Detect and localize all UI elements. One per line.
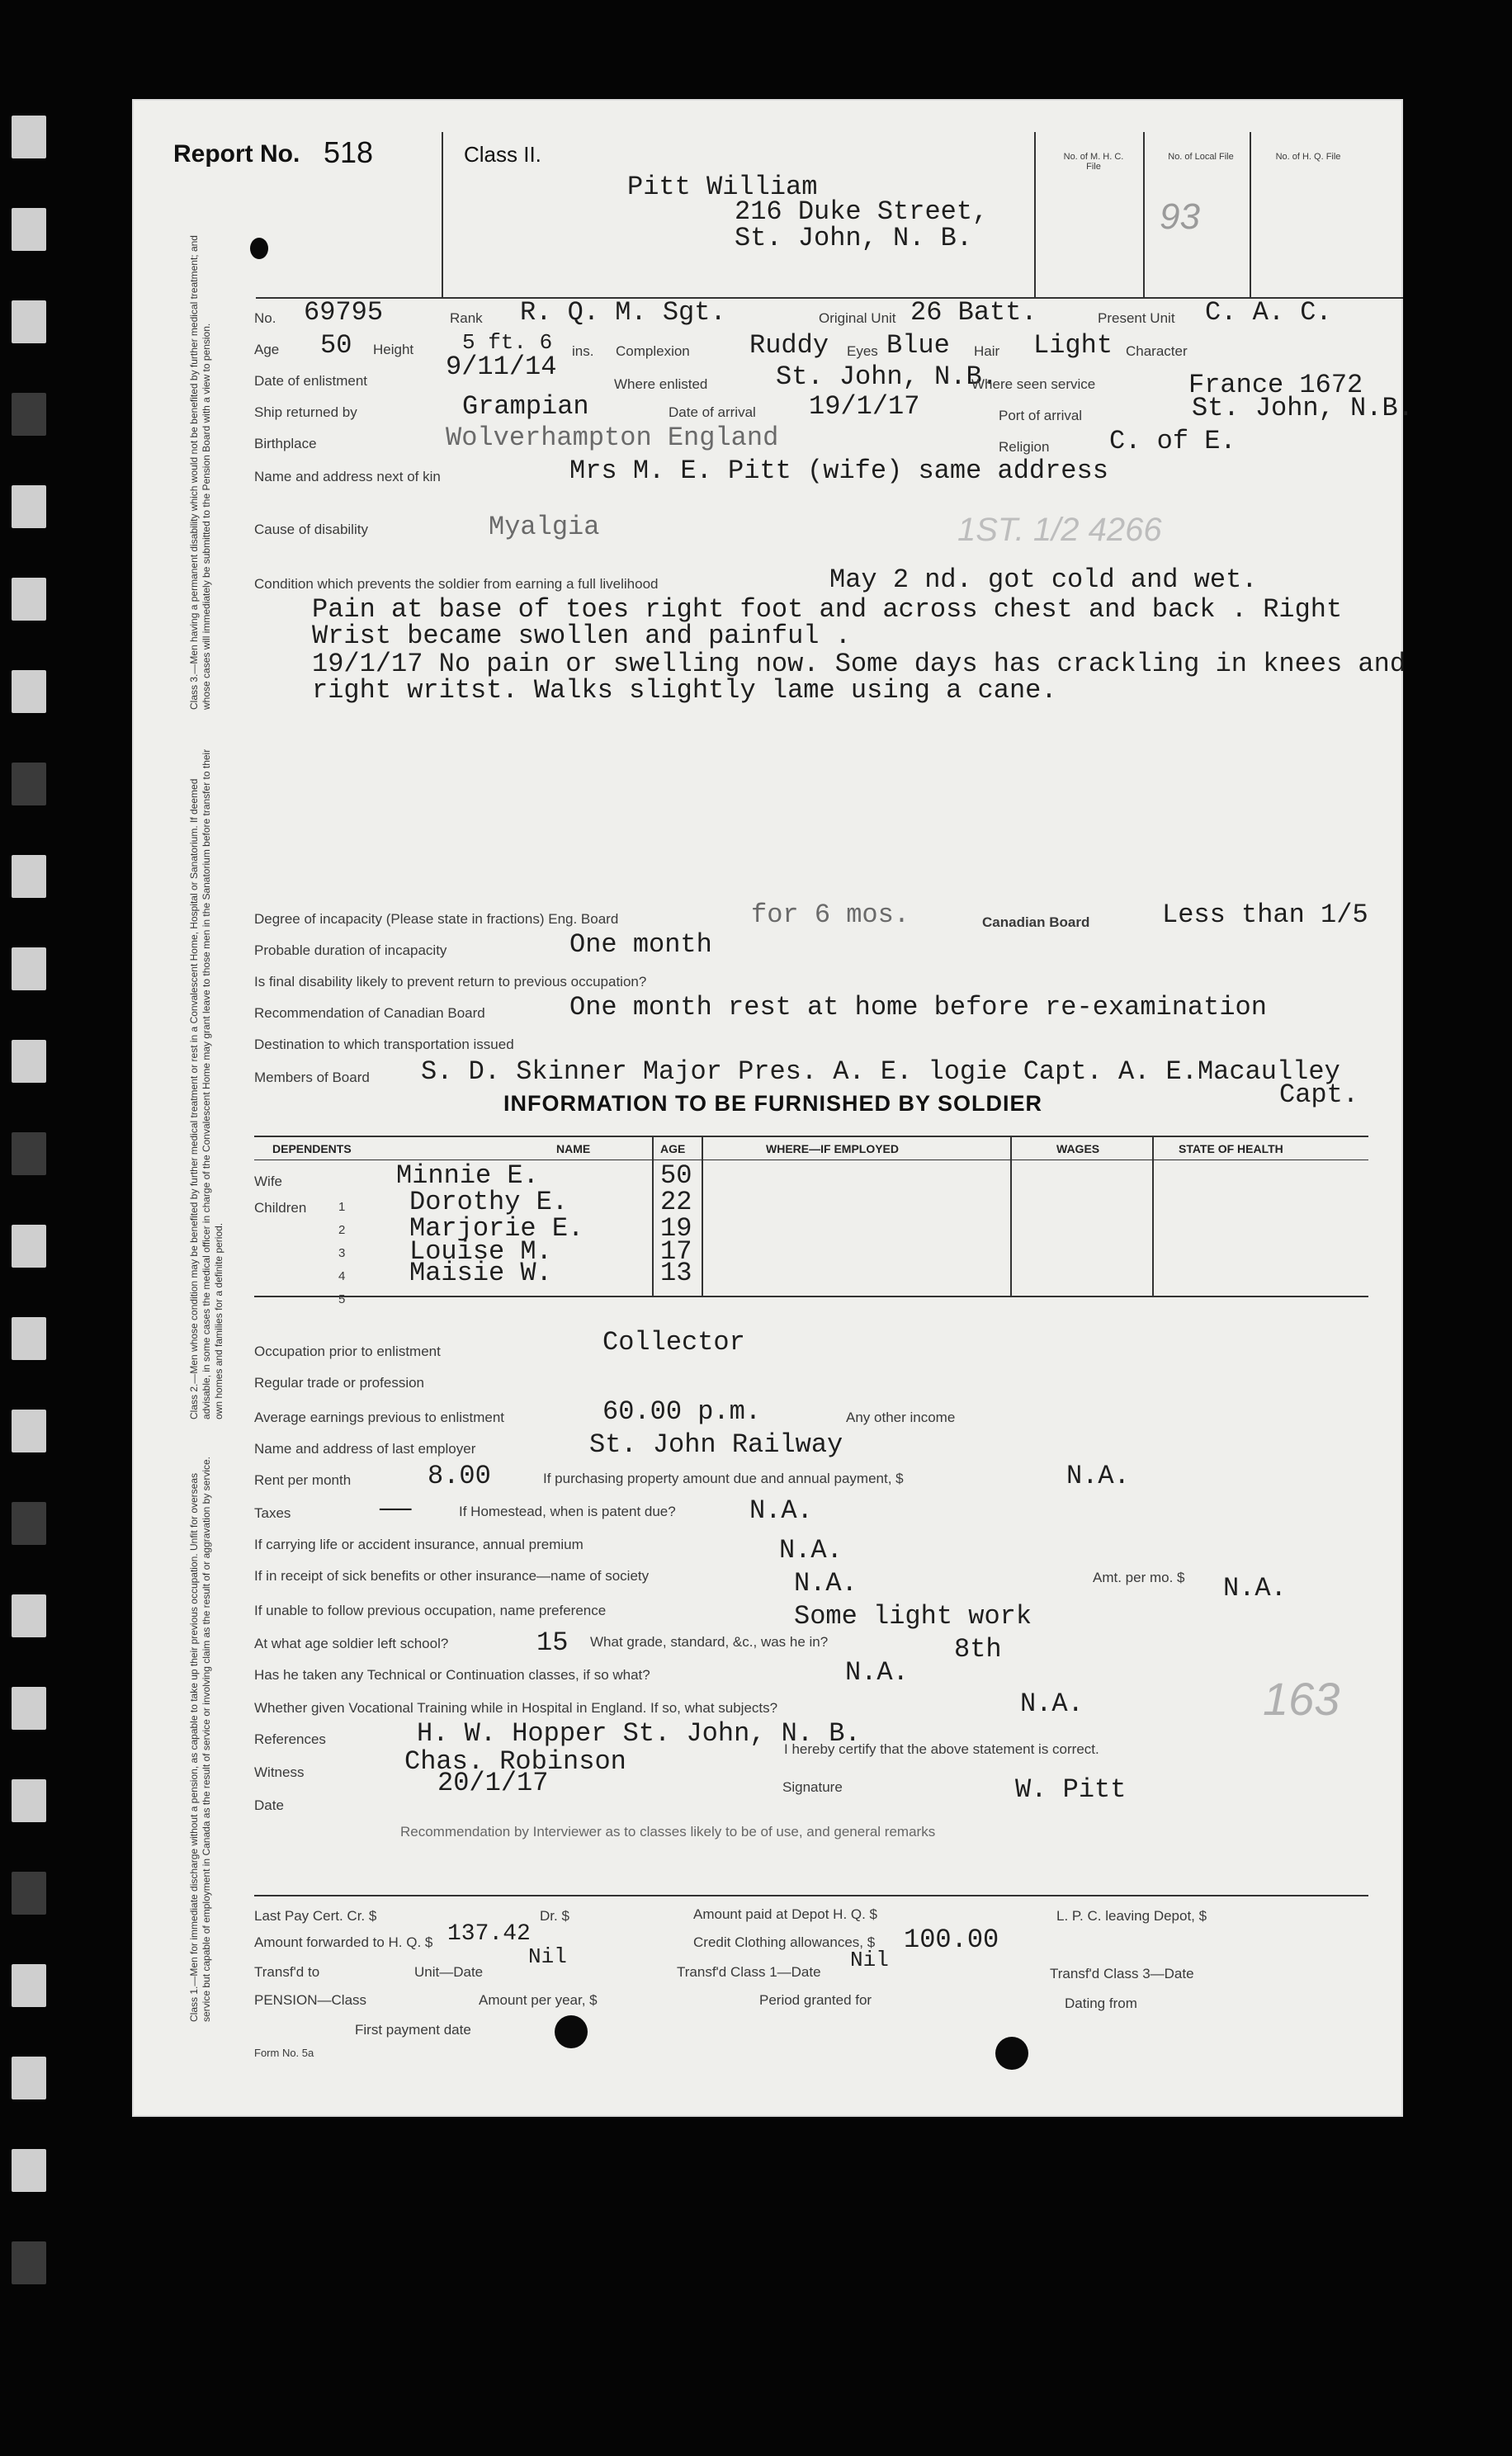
col-age: AGE	[660, 1142, 686, 1155]
sick-benefits: N.A.	[794, 1568, 858, 1599]
sprocket-hole	[12, 947, 46, 990]
vocational-label: Whether given Vocational Training while in Hospital in England. If so, what subjects?	[254, 1700, 778, 1716]
sprocket-hole	[12, 1964, 46, 2007]
amount-forwarded-label: Amount forwarded to H. Q. $	[254, 1934, 433, 1950]
religion: C. of E.	[1109, 426, 1236, 456]
amount-paid-label: Amount paid at Depot H. Q. $	[693, 1906, 878, 1922]
other-income-label: Any other income	[846, 1410, 956, 1425]
enlistment-date: 9/11/14	[446, 352, 557, 382]
complexion: Ruddy	[749, 330, 829, 361]
sprocket-hole	[12, 300, 46, 343]
age-label: Age	[254, 342, 280, 357]
school-age: 15	[536, 1627, 569, 1658]
character-label: Character	[1126, 343, 1188, 359]
child-index: 5	[338, 1292, 346, 1306]
rank-label: Rank	[450, 310, 483, 326]
board-members-capt: Capt.	[1279, 1079, 1359, 1110]
port: St. John, N.B.	[1192, 393, 1414, 423]
sprocket-hole	[12, 578, 46, 621]
dating-from-label: Dating from	[1065, 1996, 1137, 2011]
sprocket-hole	[12, 393, 46, 436]
unit-date-label: Unit—Date	[414, 1964, 484, 1980]
condition-line4: 19/1/17 No pain or swelling now. Some days has crackling in knees and	[312, 649, 1406, 679]
section-heading: INFORMATION TO BE FURNISHED BY SOLDIER	[503, 1091, 1043, 1116]
ins-label: ins.	[572, 343, 594, 359]
next-of-kin-label: Name and address next of kin	[254, 469, 441, 484]
certify-label: I hereby certify that the above statement is correct.	[784, 1741, 1099, 1757]
present-unit-label: Present Unit	[1098, 310, 1175, 326]
original-unit: 26 Batt.	[910, 297, 1037, 328]
class1-date: Nil	[850, 1948, 889, 1972]
local-file-number: 93	[1160, 196, 1200, 237]
sprocket-hole	[12, 1687, 46, 1730]
clothing: 100.00	[904, 1925, 999, 1955]
references-label: References	[254, 1731, 326, 1747]
homestead: N.A.	[749, 1495, 813, 1526]
dependent-age: 17	[660, 1236, 692, 1267]
disability-stamp: 1ST. 1/2 4266	[957, 512, 1162, 548]
sprocket-hole	[12, 1502, 46, 1545]
sprocket-hole	[12, 2241, 46, 2284]
occupation-label: Occupation prior to enlistment	[254, 1344, 441, 1359]
insurance-label: If carrying life or accident insurance, annual premium	[254, 1537, 584, 1552]
sprocket-hole	[12, 1779, 46, 1822]
dependent-name: Minnie E.	[396, 1160, 539, 1191]
next-of-kin: Mrs M. E. Pitt (wife) same address	[569, 456, 1108, 486]
vocational: N.A.	[1020, 1688, 1084, 1719]
col-name: NAME	[556, 1142, 591, 1155]
sprocket-hole	[12, 2057, 46, 2099]
preference-label: If unable to follow previous occupation, name preference	[254, 1603, 607, 1618]
dr-label: Dr. $	[540, 1908, 569, 1924]
eyes: Blue	[886, 330, 950, 361]
sprocket-hole	[12, 1410, 46, 1452]
film-sprocket-strip	[0, 0, 74, 2456]
amount-forwarded: 137.42	[447, 1921, 531, 1947]
pension-class-label: PENSION—Class	[254, 1992, 367, 2008]
condition-label: Condition which prevents the soldier from earning a full livelihood	[254, 576, 659, 592]
where-served-label: Where seen service	[971, 376, 1096, 392]
sprocket-hole	[12, 1132, 46, 1175]
board-members: S. D. Skinner Major Pres. A. E. logie Capt. A. E.Macaulley	[421, 1056, 1340, 1087]
dependent-name: Marjorie E.	[409, 1213, 584, 1244]
date-label: Date	[254, 1797, 284, 1813]
rent: 8.00	[428, 1461, 491, 1491]
original-unit-label: Original Unit	[819, 310, 896, 326]
hair-label: Hair	[974, 343, 1000, 359]
sprocket-hole	[12, 1040, 46, 1083]
condition-line3: Wrist became swollen and painful .	[312, 621, 851, 651]
sprocket-hole	[12, 485, 46, 528]
wife-label: Wife	[254, 1174, 282, 1189]
mhc-file-label: No. of M. H. C. File	[1063, 152, 1124, 172]
dependent-age: 22	[660, 1187, 692, 1217]
final-disability-label: Is final disability likely to prevent return to previous occupation?	[254, 974, 647, 989]
rent-label: Rent per month	[254, 1472, 352, 1488]
technical-label: Has he taken any Technical or Continuation classes, if so what?	[254, 1667, 650, 1683]
sprocket-hole	[12, 670, 46, 713]
amount-per-month-label: Amt. per mo. $	[1093, 1570, 1185, 1585]
incapacity-eng: for 6 mos.	[751, 900, 910, 930]
lpc-label: L. P. C. leaving Depot, $	[1056, 1908, 1207, 1924]
birthplace-label: Birthplace	[254, 436, 317, 451]
present-unit: C. A. C.	[1205, 297, 1332, 328]
earnings-label: Average earnings previous to enlistment	[254, 1410, 505, 1425]
col-wages: WAGES	[1056, 1142, 1100, 1155]
birthplace: Wolverhampton England	[446, 423, 779, 453]
sprocket-hole	[12, 2149, 46, 2192]
employer: St. John Railway	[589, 1429, 843, 1460]
occupation: Collector	[602, 1327, 745, 1358]
regimental-number: 69795	[304, 297, 384, 328]
dependent-age: 13	[660, 1258, 692, 1288]
sprocket-hole	[12, 763, 46, 805]
members-label: Members of Board	[254, 1070, 370, 1085]
sprocket-hole	[12, 1872, 46, 1915]
report-number: 518	[324, 135, 374, 169]
enlistment-date-label: Date of enlistment	[254, 373, 368, 389]
col-state-of-health: STATE OF HEALTH	[1179, 1142, 1283, 1155]
age: 50	[320, 330, 352, 361]
soldier-name: Pitt William	[627, 172, 818, 202]
col-dependents: DEPENDENTS	[272, 1142, 352, 1155]
ship: Grampian	[462, 391, 589, 422]
period-granted-label: Period granted for	[759, 1992, 872, 2008]
employer-label: Name and address of last employer	[254, 1441, 476, 1457]
incapacity-canadian: Less than 1/5	[1162, 900, 1368, 930]
clothing-label: Credit Clothing allowances, $	[693, 1934, 876, 1950]
hq-file-label: No. of H. Q. File	[1275, 152, 1341, 162]
witness-label: Witness	[254, 1764, 305, 1780]
sprocket-hole	[12, 1594, 46, 1637]
class-label: Class II.	[464, 142, 541, 167]
dependent-name: Louise M.	[409, 1236, 552, 1267]
witness: Chas. Robinson	[404, 1746, 626, 1777]
dependent-name: Dorothy E.	[409, 1187, 569, 1217]
canadian-board-label: Canadian Board	[982, 914, 1090, 930]
purchasing: N.A.	[1066, 1461, 1130, 1491]
disability: Myalgia	[489, 512, 600, 542]
amount-per-month: N.A.	[1223, 1573, 1287, 1603]
no-label: No.	[254, 310, 276, 326]
dependent-age: 19	[660, 1213, 692, 1244]
insurance: N.A.	[779, 1535, 843, 1566]
sick-benefits-label: If in receipt of sick benefits or other insurance—name of society	[254, 1568, 650, 1584]
duration: One month	[569, 929, 712, 960]
signature-label: Signature	[782, 1779, 843, 1795]
disability-label: Cause of disability	[254, 522, 368, 537]
form-number: Form No. 5a	[254, 2047, 314, 2059]
duration-label: Probable duration of incapacity	[254, 942, 447, 958]
hair: Light	[1033, 330, 1113, 361]
where-served: France 1672	[1188, 370, 1363, 400]
transferred-to-label: Transf'd to	[254, 1964, 320, 1980]
references: H. W. Hopper St. John, N. B.	[417, 1718, 861, 1749]
technical: N.A.	[845, 1657, 909, 1688]
purchasing-label: If purchasing property amount due and annual payment, $	[543, 1471, 904, 1486]
dependent-name: Maisie W.	[409, 1258, 552, 1288]
earnings: 60.00 p.m.	[602, 1396, 762, 1427]
col-where-employed: WHERE—IF EMPLOYED	[766, 1142, 900, 1155]
recommendation: One month rest at home before re-examination	[569, 992, 1267, 1023]
sprocket-hole	[12, 1225, 46, 1268]
class1-label: Transf'd Class 1—Date	[677, 1964, 821, 1980]
child-index: 1	[338, 1200, 346, 1214]
regular-trade-label: Regular trade or profession	[254, 1375, 425, 1391]
where-enlisted: St. John, N.B.	[776, 361, 998, 392]
address-line2: St. John, N. B.	[735, 223, 973, 253]
religion-label: Religion	[999, 439, 1050, 455]
condition-line1: May 2 nd. got cold and wet.	[829, 564, 1258, 595]
unit-date: Nil	[528, 1944, 567, 1969]
report-form	[132, 99, 1414, 2117]
class1-description: Class 1.—Men for immediate discharge without a pension, as capable to take up their previous occupation. Unfit for overseas service but capable of employment in Canada as the result of service or involving claim as the result of or aggravation by service.	[188, 1456, 212, 2022]
class3-label: Transf'd Class 3—Date	[1050, 1966, 1194, 1981]
eyes-label: Eyes	[847, 343, 878, 359]
school-age-label: At what age soldier left school?	[254, 1636, 449, 1651]
destination-label: Destination to which transportation issued	[254, 1037, 514, 1052]
grade-label: What grade, standard, &c., was he in?	[590, 1634, 829, 1650]
last-pay-label: Last Pay Cert. Cr. $	[254, 1908, 377, 1924]
homestead-label: If Homestead, when is patent due?	[459, 1504, 676, 1519]
interviewer-remarks-label: Recommendation by Interviewer as to classes likely to be of use, and general remarks	[400, 1824, 936, 1840]
port-label: Port of arrival	[999, 408, 1083, 423]
signature: W. Pitt	[1015, 1774, 1127, 1805]
report-number-label: Report No.	[173, 140, 300, 168]
sprocket-hole	[12, 855, 46, 898]
preference: Some light work	[794, 1601, 1032, 1632]
first-payment-label: First payment date	[355, 2022, 471, 2038]
height: 5 ft. 6	[462, 330, 553, 355]
local-file-label: No. of Local File	[1168, 152, 1234, 162]
arrival-date-label: Date of arrival	[669, 404, 756, 420]
ship-label: Ship returned by	[254, 404, 357, 420]
recommendation-label: Recommendation of Canadian Board	[254, 1005, 485, 1021]
amount-per-year-label: Amount per year, $	[479, 1992, 598, 2008]
taxes-label: Taxes	[254, 1505, 291, 1521]
date: 20/1/17	[437, 1768, 549, 1798]
children-label: Children	[254, 1200, 307, 1216]
sprocket-hole	[12, 208, 46, 251]
height-label: Height	[373, 342, 414, 357]
condition-line2: Pain at base of toes right foot and across chest and back . Right	[312, 594, 1343, 625]
ink-mark	[250, 238, 268, 259]
sprocket-hole	[12, 116, 46, 158]
address-line1: 216 Duke Street,	[735, 196, 989, 227]
where-enlisted-label: Where enlisted	[614, 376, 708, 392]
punch-hole	[555, 2015, 588, 2048]
rank: R. Q. M. Sgt.	[520, 297, 726, 328]
child-index: 3	[338, 1246, 346, 1260]
arrival-date: 19/1/17	[809, 391, 920, 422]
grade: 8th	[954, 1634, 1002, 1665]
taxes: ——	[380, 1494, 412, 1524]
complexion-label: Complexion	[616, 343, 690, 359]
incapacity-label: Degree of incapacity (Please state in fractions) Eng. Board	[254, 911, 619, 927]
child-index: 4	[338, 1269, 346, 1283]
class3-description: Class 3.—Men having a permanent disability which would not be benefited by further medical treatment; and whose cases will immediately be submitted to the Pension Board with a view to pension.	[188, 235, 212, 710]
margin-mark: 163	[1263, 1673, 1340, 1725]
child-index: 2	[338, 1223, 346, 1237]
sprocket-hole	[12, 1317, 46, 1360]
punch-hole	[995, 2037, 1028, 2070]
condition-line5: right writst. Walks slightly lame using a cane.	[312, 675, 1057, 706]
class2-description: Class 2.—Men whose condition may be benefited by further medical treatment or rest in a Convalescent Home, Hospital or Sanatorium. If deemed advisable, in some cases the medical officer in charge of the Convalescent Home may grant leave to those men in the Sanatorium before transfer to their own homes and families for a definite period.	[188, 749, 224, 1419]
dependent-age: 50	[660, 1160, 692, 1191]
